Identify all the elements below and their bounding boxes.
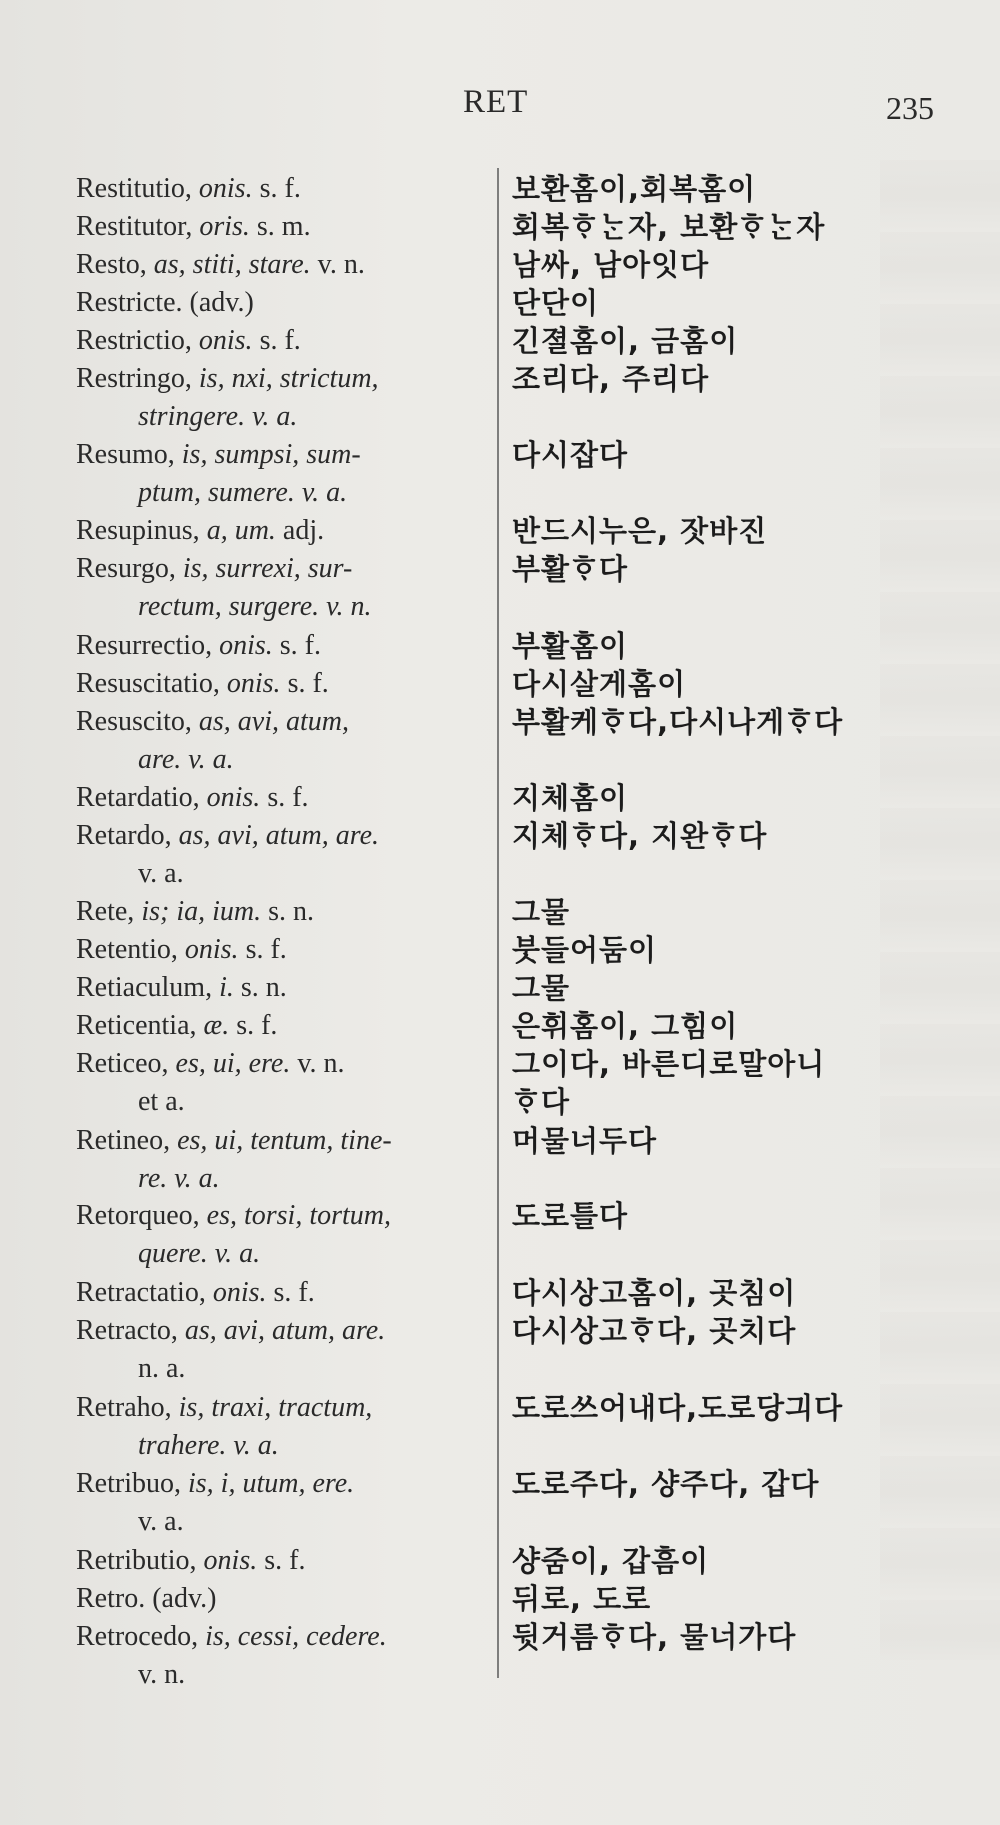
latin-headword-line — [76, 627, 321, 665]
inflection-forms: onis. — [196, 1545, 258, 1576]
grammar-label: s. f. — [252, 173, 301, 204]
headword: Retro. — [76, 1583, 146, 1614]
grammar-label: (adv.) — [182, 287, 254, 318]
headword: Restitutio, — [76, 173, 192, 204]
latin-headword-line — [76, 1389, 372, 1427]
latin-headword-line — [76, 893, 314, 931]
headword: Retineo, — [76, 1125, 171, 1156]
headword: Resuscito, — [76, 706, 192, 737]
inflection-forms: i. — [212, 972, 234, 1003]
grammar-label: s. f. — [260, 782, 309, 813]
inflection-forms: is, surrexi, sur- — [175, 553, 353, 584]
latin-headword-line — [76, 360, 379, 398]
korean-gloss: 반드시누은, 잣바진 — [512, 514, 768, 548]
latin-continuation-line: et a. — [138, 1086, 185, 1117]
korean-gloss: 그물 — [512, 895, 571, 929]
inflection-forms: is, traxi, tractum, — [171, 1392, 373, 1423]
grammar-label: v. n. — [290, 1048, 345, 1079]
latin-headword-line — [76, 1007, 277, 1045]
inflection-forms: as, avi, atum, — [191, 706, 349, 737]
headword: Retracto, — [76, 1315, 178, 1346]
inflection-forms: is, i, utum, ere. — [181, 1468, 355, 1499]
running-head: RET — [463, 84, 529, 120]
headword: Reticeo, — [76, 1048, 169, 1079]
latin-headword-line — [76, 1465, 354, 1503]
latin-headword-line — [76, 779, 309, 817]
latin-headword-line — [76, 1542, 305, 1580]
latin-continuation-line: quere. v. a. — [138, 1238, 261, 1269]
inflection-forms: onis. — [219, 668, 281, 699]
inflection-forms: es, ui, ere. — [168, 1048, 291, 1079]
grammar-label: s. n. — [261, 896, 314, 927]
latin-headword-line — [76, 969, 287, 1007]
headword: Rete, — [76, 896, 135, 927]
korean-gloss: 다시살게홈이 — [512, 667, 687, 701]
headword: Retractatio, — [76, 1277, 206, 1308]
korean-gloss: 머물너두다 — [512, 1124, 658, 1158]
headword: Restringo, — [76, 363, 192, 394]
inflection-forms: as, avi, atum, are. — [177, 1315, 386, 1346]
inflection-forms: is, cessi, cedere. — [198, 1621, 387, 1652]
inflection-forms: oris. — [192, 211, 250, 242]
korean-gloss: 남싸, 남아잇다 — [512, 248, 710, 282]
grammar-label: s. f. — [272, 630, 321, 661]
inflection-forms: onis. — [212, 630, 273, 661]
latin-headword-line — [76, 931, 287, 969]
korean-gloss: 부활ᄒᆞ다 — [512, 552, 629, 586]
inflection-forms: is, nxi, strictum, — [191, 363, 379, 394]
latin-headword-line — [76, 170, 301, 208]
headword: Resuscitatio, — [76, 668, 220, 699]
headword: Restrictio, — [76, 325, 192, 356]
korean-gloss: 은휘홈이, 그힘이 — [512, 1009, 739, 1043]
headword: Resurrectio, — [76, 630, 213, 661]
headword: Retribuo, — [76, 1468, 181, 1499]
page-number: 235 — [886, 90, 934, 126]
korean-gloss: 부활홈이 — [512, 629, 629, 663]
latin-continuation-line: v. a. — [138, 858, 184, 889]
latin-headword-line — [76, 1045, 345, 1083]
headword: Resumo, — [76, 439, 175, 470]
latin-headword-line — [76, 246, 365, 284]
latin-headword-line — [76, 436, 361, 474]
korean-gloss: 회복ᄒᆞᄂᆞᆫ자, 보환ᄒᆞᄂᆞᆫ자 — [512, 210, 826, 244]
headword: Restitutor, — [76, 211, 193, 242]
latin-headword-line — [76, 703, 349, 741]
korean-gloss: 다시상고ᄒᆞ다, 곳치다 — [512, 1314, 797, 1348]
headword: Retardatio, — [76, 782, 200, 813]
inflection-forms: es, ui, tentum, tine- — [170, 1125, 392, 1156]
inflection-forms: a, um. — [199, 515, 276, 546]
latin-headword-line — [76, 1197, 391, 1235]
latin-headword-line — [76, 322, 301, 360]
latin-headword-line — [76, 550, 352, 588]
grammar-label: s. f. — [280, 668, 329, 699]
grammar-label: s. n. — [233, 972, 287, 1003]
korean-gloss: 다시상고홈이, 곳침이 — [512, 1276, 797, 1310]
headword: Resupinus, — [76, 515, 200, 546]
headword: Retorqueo, — [76, 1200, 200, 1231]
headword: Retentio, — [76, 934, 178, 965]
headword: Restricte. — [76, 287, 183, 318]
korean-gloss: 긴졀홈이, 금홈이 — [512, 324, 739, 358]
korean-gloss: 뒤로, 도로 — [512, 1582, 652, 1616]
latin-continuation-line: re. v. a. — [138, 1163, 220, 1194]
korean-gloss: 붓들어둠이 — [512, 933, 658, 967]
grammar-label: s. f. — [229, 1010, 278, 1041]
latin-continuation-line: ptum, sumere. v. a. — [138, 477, 348, 508]
grammar-label: s. f. — [238, 934, 287, 965]
inflection-forms: onis. — [177, 934, 239, 965]
grammar-label: (adv.) — [145, 1583, 217, 1614]
grammar-label: v. n. — [310, 249, 365, 280]
latin-headword-line — [76, 208, 311, 246]
grammar-label: adj. — [275, 515, 325, 546]
latin-headword-line — [76, 665, 329, 703]
korean-gloss: 도로틀다 — [512, 1199, 629, 1233]
korean-gloss: 단단이 — [512, 286, 600, 320]
headword: Retributio, — [76, 1545, 197, 1576]
latin-headword-line — [76, 512, 324, 550]
grammar-label: s. f. — [257, 1545, 306, 1576]
latin-continuation-line: v. n. — [138, 1659, 186, 1690]
headword: Resto, — [76, 249, 147, 280]
korean-gloss: 도로쓰어내다,도로당긔다 — [512, 1391, 844, 1425]
headword: Retiaculum, — [76, 972, 213, 1003]
inflection-forms: onis. — [205, 1277, 267, 1308]
latin-continuation-line: n. a. — [138, 1353, 186, 1384]
korean-gloss-continuation: ᄒᆞ다 — [512, 1085, 571, 1119]
inflection-forms: onis. — [191, 173, 253, 204]
inflection-forms: is; ia, ium. — [134, 896, 262, 927]
korean-gloss: 샹줌이, 갑흠이 — [512, 1544, 710, 1578]
korean-gloss: 조리다, 주리다 — [512, 362, 710, 396]
latin-headword-line — [76, 817, 379, 855]
korean-gloss: 그물 — [512, 971, 571, 1005]
latin-headword-line — [76, 284, 254, 322]
inflection-forms: as, stiti, stare. — [146, 249, 311, 280]
headword: Reticentia, — [76, 1010, 197, 1041]
headword: Retardo, — [76, 820, 172, 851]
korean-gloss: 보환홈이,회복홈이 — [512, 172, 757, 206]
latin-headword-line — [76, 1580, 216, 1618]
headword: Resurgo, — [76, 553, 176, 584]
korean-gloss: 뒷거름ᄒᆞ다, 물너가다 — [512, 1620, 797, 1654]
inflection-forms: æ. — [196, 1010, 230, 1041]
inflection-forms: as, avi, atum, are. — [171, 820, 380, 851]
inflection-forms: onis. — [199, 782, 261, 813]
latin-headword-line — [76, 1312, 385, 1350]
latin-headword-line — [76, 1618, 387, 1656]
korean-gloss: 지체ᄒᆞ다, 지완ᄒᆞ다 — [512, 819, 768, 853]
latin-continuation-line: are. v. a. — [138, 744, 234, 775]
latin-continuation-line: v. a. — [138, 1506, 184, 1537]
korean-gloss: 다시잡다 — [512, 438, 629, 472]
latin-continuation-line: trahere. v. a. — [138, 1430, 279, 1461]
latin-continuation-line: stringere. v. a. — [138, 401, 298, 432]
grammar-label: s. f. — [266, 1277, 315, 1308]
inflection-forms: onis. — [191, 325, 253, 356]
korean-gloss: 부활케ᄒᆞ다,다시나게ᄒᆞ다 — [512, 705, 844, 739]
headword: Retrocedo, — [76, 1621, 199, 1652]
grammar-label: s. f. — [252, 325, 301, 356]
grammar-label: s. m. — [249, 211, 311, 242]
latin-headword-line — [76, 1122, 392, 1160]
korean-gloss: 도로주다, 샹주다, 갑다 — [512, 1467, 820, 1501]
latin-continuation-line: rectum, surgere. v. n. — [138, 591, 372, 622]
inflection-forms: is, sumpsi, sum- — [174, 439, 361, 470]
latin-headword-line — [76, 1274, 315, 1312]
korean-gloss: 지체홈이 — [512, 781, 629, 815]
inflection-forms: es, torsi, tortum, — [199, 1200, 391, 1231]
headword: Retraho, — [76, 1392, 172, 1423]
korean-gloss: 그이다, 바른디로말아니 — [512, 1047, 826, 1081]
